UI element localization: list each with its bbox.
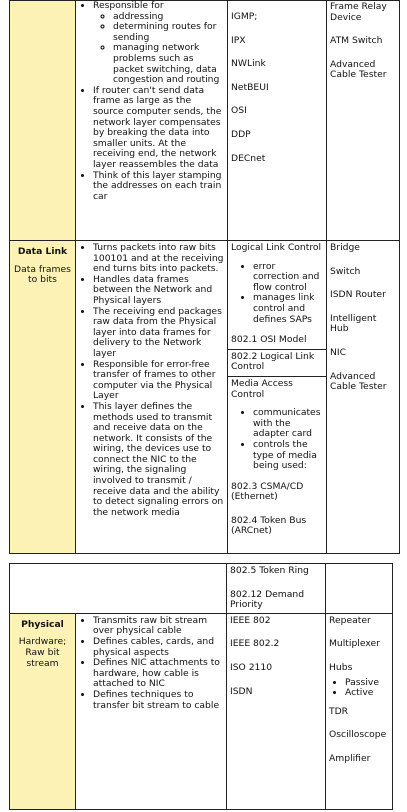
protocol: 802.12 Demand Priority — [230, 588, 305, 611]
data-link-devices-cell — [327, 241, 400, 554]
physical-functions-cell — [76, 613, 227, 809]
layer-name: Physical — [21, 618, 64, 630]
empty-cell — [10, 564, 76, 614]
list-item: • Responsible for error-free transfer of frames to other computer via the Physical Layer — [93, 360, 224, 402]
protocol: OSI — [231, 105, 247, 117]
physical-protocols-cell — [227, 613, 326, 809]
data-link-protocols-cell — [228, 241, 327, 554]
device: Intelligent Hub — [330, 312, 377, 335]
llc-list — [231, 262, 323, 326]
network-functions-cell — [76, 1, 228, 241]
protocol: NetBEUI — [231, 81, 269, 93]
data-link-functions-list — [79, 243, 224, 518]
physical-functions-list — [79, 616, 223, 711]
list-item: • If router can't send data frame as large as the source computer sends, the network layer compensates by breaking the data into smaller units. At the receiving end, the network layer reassembles the data — [93, 86, 224, 171]
device: Repeater — [329, 614, 371, 626]
list-item: • This layer defines the methods used to transmit and receive data on the network. It consists of the wiring, the devices use to connect the NIC to the wiring, the signaling involved to transmit / receive data and the ability to detect signaling errors on the network media — [93, 402, 224, 519]
protocol: IPX — [231, 34, 246, 46]
device: Frame Relay Device — [330, 1, 387, 23]
section-divider — [228, 376, 326, 377]
device: TDR — [329, 705, 349, 717]
llc-title: Logical Link Control — [231, 242, 322, 253]
device: Multiplexer — [329, 638, 380, 650]
list-item: • Active — [345, 688, 389, 699]
device: ISDN Router — [330, 289, 386, 301]
list-item: • manages link control and defines SAPs — [253, 293, 323, 325]
responsibility-sublist — [93, 12, 224, 86]
list-item: • The receiving end packages raw data from the Physical layer into data frames for delivery to the Network layer — [93, 307, 224, 360]
device: Bridge — [330, 242, 360, 253]
protocol: NWLink — [231, 58, 266, 70]
data-link-functions-cell — [76, 241, 228, 554]
device: ATM Switch — [330, 35, 383, 47]
protocol: ISO 2110 — [230, 661, 273, 673]
list-item: • error correction and flow control — [253, 262, 323, 294]
list-item: ◦ determining routes for sending — [113, 22, 224, 43]
protocol: DECnet — [231, 152, 266, 164]
list-item: • Defines cables, cards, and physical aspects — [93, 637, 223, 658]
list-item: • Passive — [345, 678, 389, 689]
device: Amplifier — [329, 752, 371, 764]
list-item: • Defines techniques to transfer bit stream to cable — [93, 690, 223, 711]
mac-title: Media Access Control — [231, 377, 293, 400]
list-item: • Turns packets into raw bits 100101 and at the receiving end turns bits into packets. — [93, 243, 224, 275]
protocol: IGMP; — [231, 11, 258, 22]
data-link-layer-row — [10, 241, 400, 554]
hub-types-list — [329, 678, 389, 699]
list-item: • controls the type of media being used: — [253, 440, 323, 472]
list-item: • Responsible for ◦ addressing ◦ determining routes for sending ◦ managing network problems such as packet switching, data congestion and routing — [93, 1, 224, 86]
data-link-layer-name-cell — [10, 241, 76, 554]
empty-cell — [76, 564, 227, 614]
protocol: IEEE 802.2 — [230, 638, 280, 650]
device: NIC — [330, 346, 346, 358]
protocol: DDP — [231, 128, 251, 140]
device: Oscilloscope — [329, 729, 387, 741]
network-protocols-cell — [228, 1, 327, 241]
list-item: ◦ managing network problems such as packet switching, data congestion and routing — [113, 43, 224, 85]
device: Switch — [330, 265, 361, 277]
empty-cell — [326, 564, 393, 614]
device: Advanced Cable Tester — [330, 58, 387, 81]
protocol: 802.1 OSI Model — [231, 334, 307, 346]
protocol: 802.3 CSMA/CD (Ethernet) — [231, 480, 304, 503]
osi-table-part-1 — [9, 0, 400, 554]
network-functions-list — [79, 1, 224, 202]
list-item: • Transmits raw bit stream over physical cable — [93, 616, 223, 637]
continuation-row — [10, 564, 393, 614]
network-layer-row — [10, 1, 400, 241]
physical-layer-name-cell — [10, 613, 76, 809]
list-item: • Think of this layer stamping the addresses on each train car — [93, 171, 224, 203]
device: Advanced Cable Tester — [330, 370, 387, 393]
section-divider — [228, 349, 326, 350]
protocol: 802.4 Token Bus (ARCnet) — [231, 514, 307, 537]
protocol: 802.5 Token Ring — [230, 565, 309, 576]
network-layer-name-cell — [10, 1, 76, 241]
list-item: • communicates with the adapter card — [253, 408, 323, 440]
list-item: • Defines NIC attachments to hardware, how cable is attached to NIC — [93, 658, 223, 690]
physical-devices-cell — [326, 613, 393, 809]
protocol: 802.2 Logical Link Control — [231, 350, 315, 373]
layer-description: Hardware; Raw bit stream — [18, 636, 67, 669]
physical-layer-row — [10, 613, 393, 809]
layer-name: Data Link — [17, 246, 68, 257]
continuation-protocols-cell — [227, 564, 326, 614]
list-item: ◦ addressing — [113, 12, 224, 23]
layer-description: Data frames to bits — [14, 263, 71, 286]
device: Hubs — [329, 661, 353, 673]
osi-table-part-2 — [9, 563, 393, 810]
network-devices-cell — [327, 1, 400, 241]
list-item: • Handles data frames between the Network and Physical layers — [93, 275, 224, 307]
mac-list — [231, 408, 323, 472]
protocol: IEEE 802 — [230, 614, 271, 626]
protocol: ISDN — [230, 685, 253, 697]
